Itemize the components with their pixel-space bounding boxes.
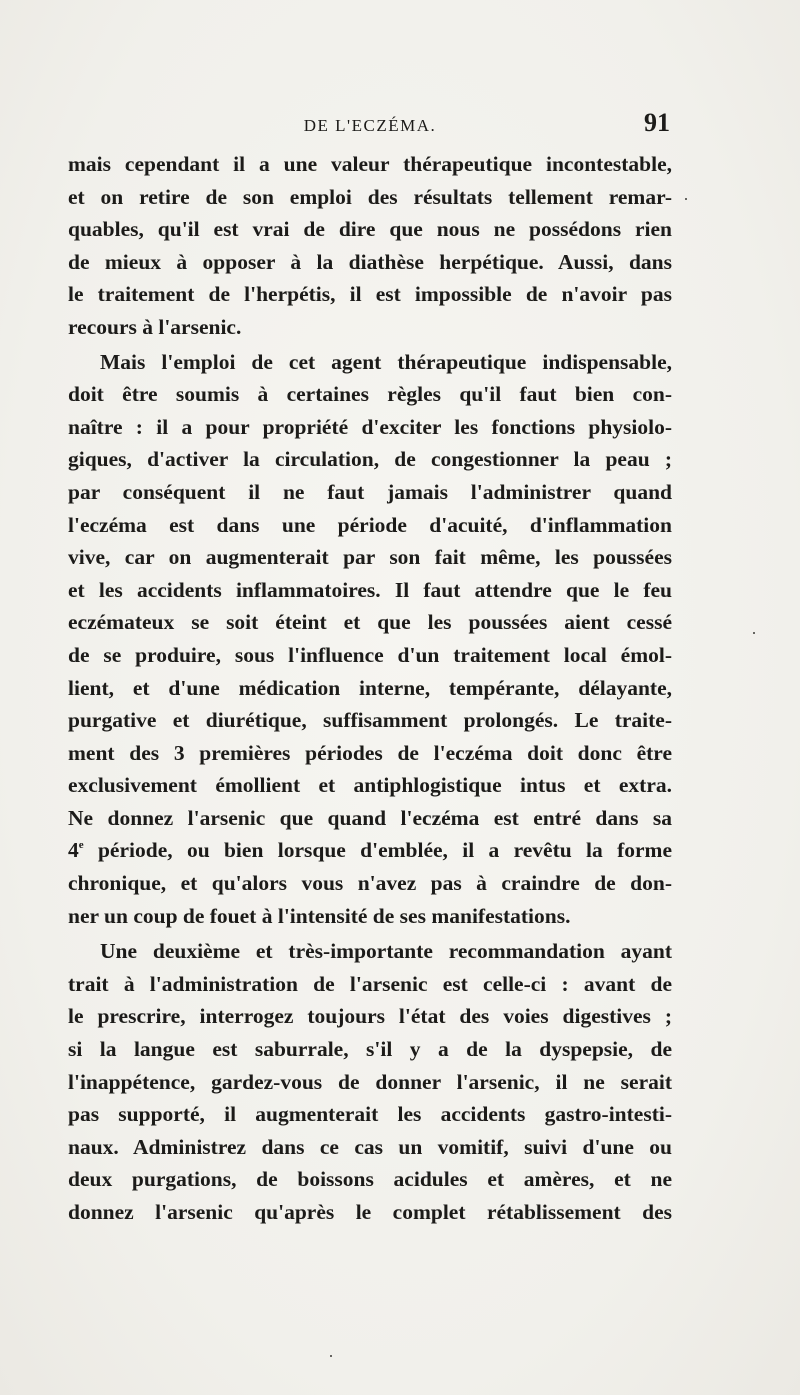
text-line: ner un coup de fouet à l'intensité de ses manifestations. bbox=[68, 903, 571, 928]
text-line: naître : il a pour propriété d'exciter les fonctions physiolo- bbox=[68, 414, 672, 439]
running-header bbox=[68, 108, 672, 142]
running-title: DE L'ECZÉMA. bbox=[303, 116, 437, 135]
text-line: donnez l'arsenic qu'après le complet rétablissement des bbox=[68, 1200, 672, 1224]
paper-speck bbox=[330, 1355, 332, 1357]
text-line: Ne donnez l'arsenic que quand l'eczéma est entré dans sa bbox=[68, 805, 672, 830]
text-line: recours à l'arsenic. bbox=[68, 314, 242, 339]
text-line: si la langue est saburrale, s'il y a de la dyspepsie, de bbox=[68, 1037, 672, 1062]
text-line: pas supporté, il augmenterait les accidents gastro-intesti- bbox=[68, 1102, 672, 1127]
text-line: par conséquent il ne faut jamais l'administrer quand bbox=[68, 479, 672, 504]
text-line: vive, car on augmenterait par son fait même, les poussées bbox=[68, 545, 672, 570]
ordinal-suffix: e bbox=[78, 839, 84, 852]
text-line: naux. Administrez dans ce cas un vomitif, suivi d'une ou bbox=[68, 1134, 672, 1159]
text-line: ment des 3 premières périodes de l'eczéma doit donc être bbox=[68, 740, 672, 765]
text-line-ordinal bbox=[68, 834, 672, 867]
text-line: mais cependant il a une valeur thérapeutique incontestable, bbox=[68, 152, 672, 176]
text-line-rest: période, ou bien lorsque d'emblée, il a revêtu la forme bbox=[97, 838, 672, 863]
text-line: exclusivement émollient et antiphlogistique intus et extra. bbox=[68, 773, 672, 798]
text-line: le prescrire, interrogez toujours l'état des voies digestives ; bbox=[68, 1004, 672, 1029]
text-line: et les accidents inflammatoires. Il faut attendre que le feu bbox=[68, 577, 672, 602]
text-line: eczémateux se soit éteint et que les poussées aient cessé bbox=[68, 610, 672, 635]
text-line: chronique, et qu'alors vous n'avez pas à craindre de don- bbox=[68, 871, 672, 896]
text-line: l'inappétence, gardez-vous de donner l'arsenic, il ne serait bbox=[68, 1069, 672, 1094]
page-number: 91 bbox=[644, 108, 670, 137]
ordinal-number: 4 bbox=[68, 838, 79, 863]
text-line: Mais l'emploi de cet agent thérapeutique indispensable, bbox=[100, 349, 672, 374]
paper-speck bbox=[753, 632, 755, 634]
paragraph-3 bbox=[68, 935, 672, 1228]
body-text bbox=[68, 148, 672, 1229]
text-line: purgative et diurétique, suffisamment prolongés. Le traite- bbox=[68, 708, 672, 733]
paragraph-2 bbox=[68, 346, 672, 933]
text-line: trait à l'administration de l'arsenic est celle-ci : avant de bbox=[68, 971, 672, 996]
text-line: giques, d'activer la circulation, de congestionner la peau ; bbox=[68, 447, 672, 472]
text-line: de se produire, sous l'influence d'un traitement local émol- bbox=[68, 642, 672, 667]
text-line: Une deuxième et très-importante recommandation ayant bbox=[100, 939, 672, 964]
text-line: de mieux à opposer à la diathèse herpétique. Aussi, dans bbox=[68, 249, 672, 274]
text-line: et on retire de son emploi des résultats tellement remar- bbox=[68, 184, 672, 209]
text-line: deux purgations, de boissons acidules et amères, et ne bbox=[68, 1167, 672, 1192]
text-line: l'eczéma est dans une période d'acuité, d'inflammation bbox=[68, 512, 672, 537]
text-line: doit être soumis à certaines règles qu'il faut bien con- bbox=[68, 382, 672, 407]
text-line: quables, qu'il est vrai de dire que nous ne possédons rien bbox=[68, 217, 672, 242]
paragraph-1 bbox=[68, 148, 672, 344]
text-line: le traitement de l'herpétis, il est impossible de n'avoir pas bbox=[68, 282, 672, 307]
paper-speck bbox=[685, 198, 687, 200]
text-line: lient, et d'une médication interne, tempérante, délayante, bbox=[68, 675, 672, 700]
